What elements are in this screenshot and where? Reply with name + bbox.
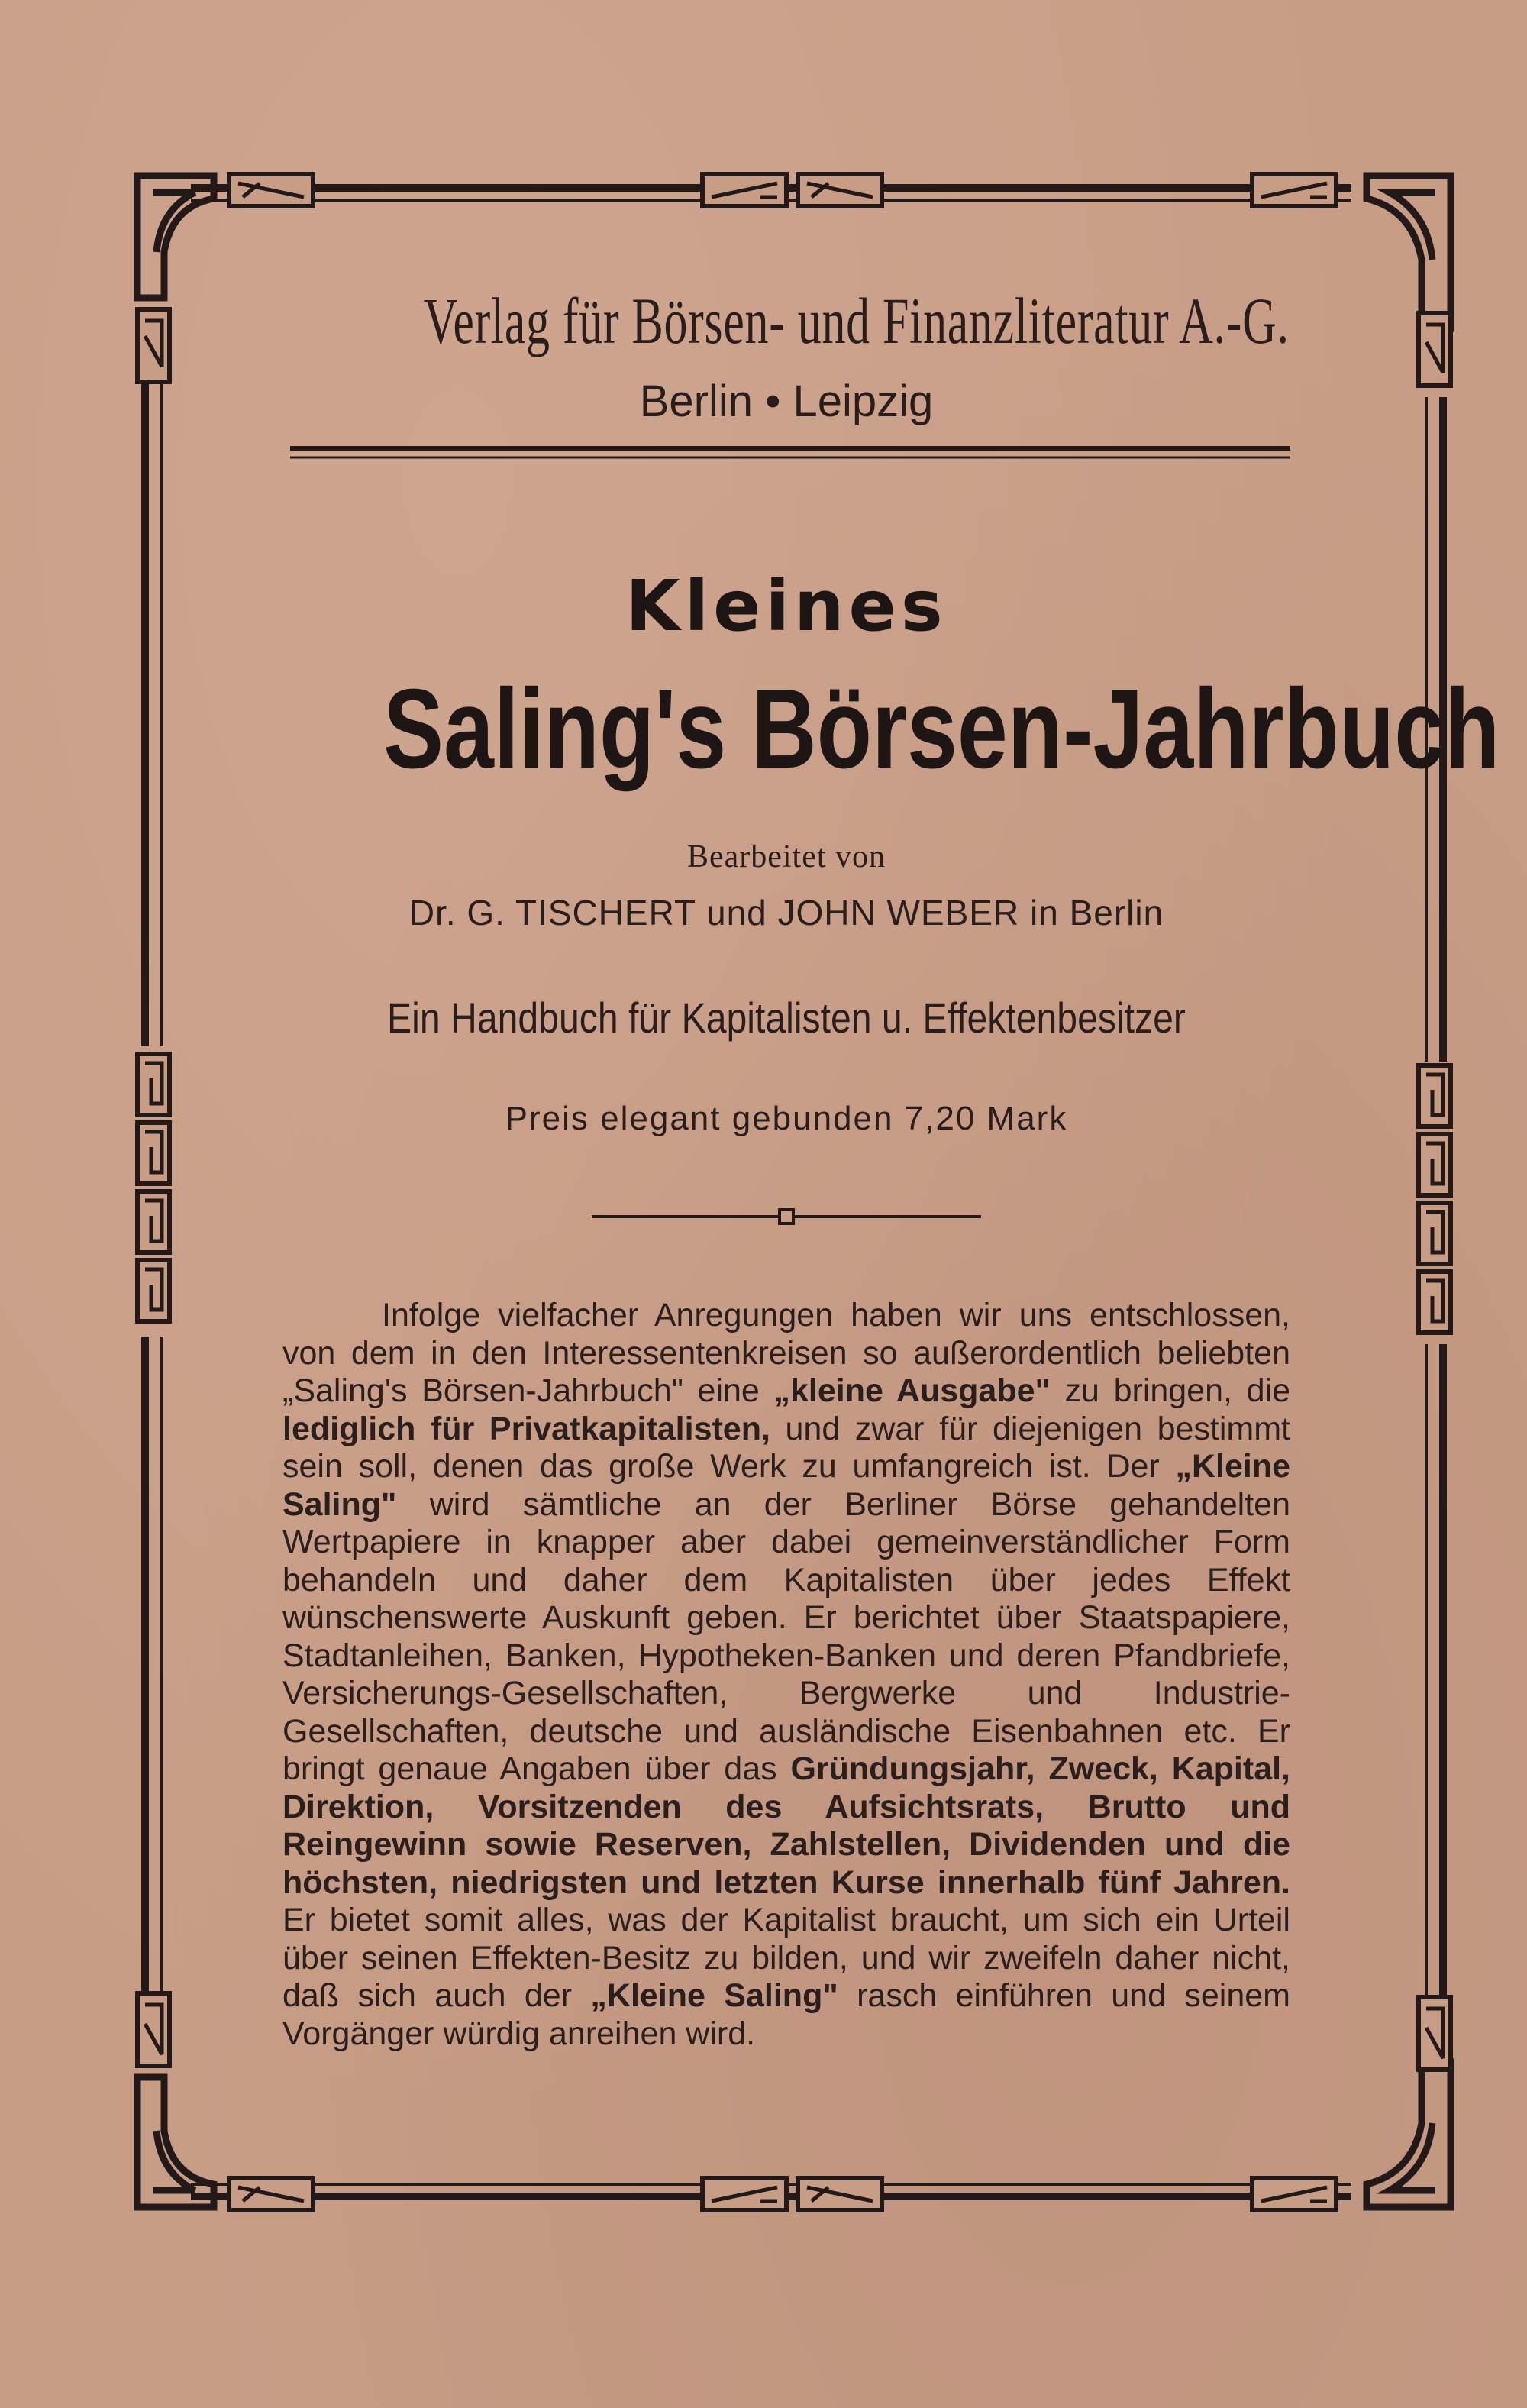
body-text — [282, 1297, 1290, 2053]
text-run: wird sämtliche an der Berliner Börse gehandelten Wertpapiere in knapper aber dabei gemeinverständlicher Form behandeln und daher dem Kapitalisten über jedes Effekt wünschenswerte Auskunft geben. Er berichtet über Staatspapiere, Stadtanleihen, Banken, Hypotheken-Banken und deren Pfandbriefe, Versicherungs-Gesellschaften, Bergwerke und Industrie-Gesellschaften, deutsche und ausländische Eisenbahnen etc. Er bringt genaue Angaben über das — [282, 1485, 1290, 1787]
description-paragraph — [282, 1297, 1290, 2053]
text-run: und zwar für diejenigen bestimmt sein soll, denen das große Werk zu umfangreich ist. Der — [282, 1410, 1291, 1485]
emphasis-run: lediglich für Privatkapitalisten, — [282, 1410, 770, 1447]
publisher-cities: Berlin • Leipzig — [639, 377, 934, 426]
editors-line: Dr. G. TISCHERT und JOHN WEBER in Berlin — [408, 893, 1164, 932]
text-run: rasch einführen und seinem Vorgänger würdig anreihen wird. — [282, 1977, 1290, 2052]
text-run: Infolge vielfacher Anregungen haben wir uns entschlossen, von dem in den Interessentenkreisen so außerordentlich beliebten „Saling's Börsen-Jahrbuch" eine — [282, 1297, 1290, 1409]
text-run: zu bringen, die — [1050, 1372, 1291, 1409]
publisher-name: Verlag für Börsen- und Finanzliteratur A.-G. — [423, 284, 1290, 357]
title-overline: Kleines — [625, 565, 948, 647]
emphasis-run: Gründungsjahr, Zweck, Kapital, Direktion, Vorsitzenden des Aufsichtsrats, Brutto und Reingewinn sowie Reserven, Zahlstellen, Dividenden und die höchsten, niedrigsten und letzten Kurse innerhalb fünf Jahren. — [282, 1750, 1290, 1901]
text-run: Er bietet somit alles, was der Kapitalist braucht, um sich ein Urteil über seinen Effekten-Besitz zu bilden, und wir zweifeln daher nicht, daß sich auch der — [282, 1902, 1290, 2014]
book-subtitle: Ein Handbuch für Kapitalisten u. Effektenbesitzer — [387, 994, 1186, 1042]
price-line: Preis elegant gebunden 7,20 Mark — [505, 1100, 1068, 1137]
emphasis-run: „Kleine Saling" — [590, 1977, 838, 2014]
emphasis-run: „kleine Ausgabe" — [773, 1372, 1051, 1409]
book-title: Saling's Börsen-Jahrbuch — [383, 666, 1500, 792]
edited-by-label: Bearbeitet von — [686, 839, 886, 874]
emphasis-run: „Kleine Saling" — [282, 1448, 1290, 1523]
